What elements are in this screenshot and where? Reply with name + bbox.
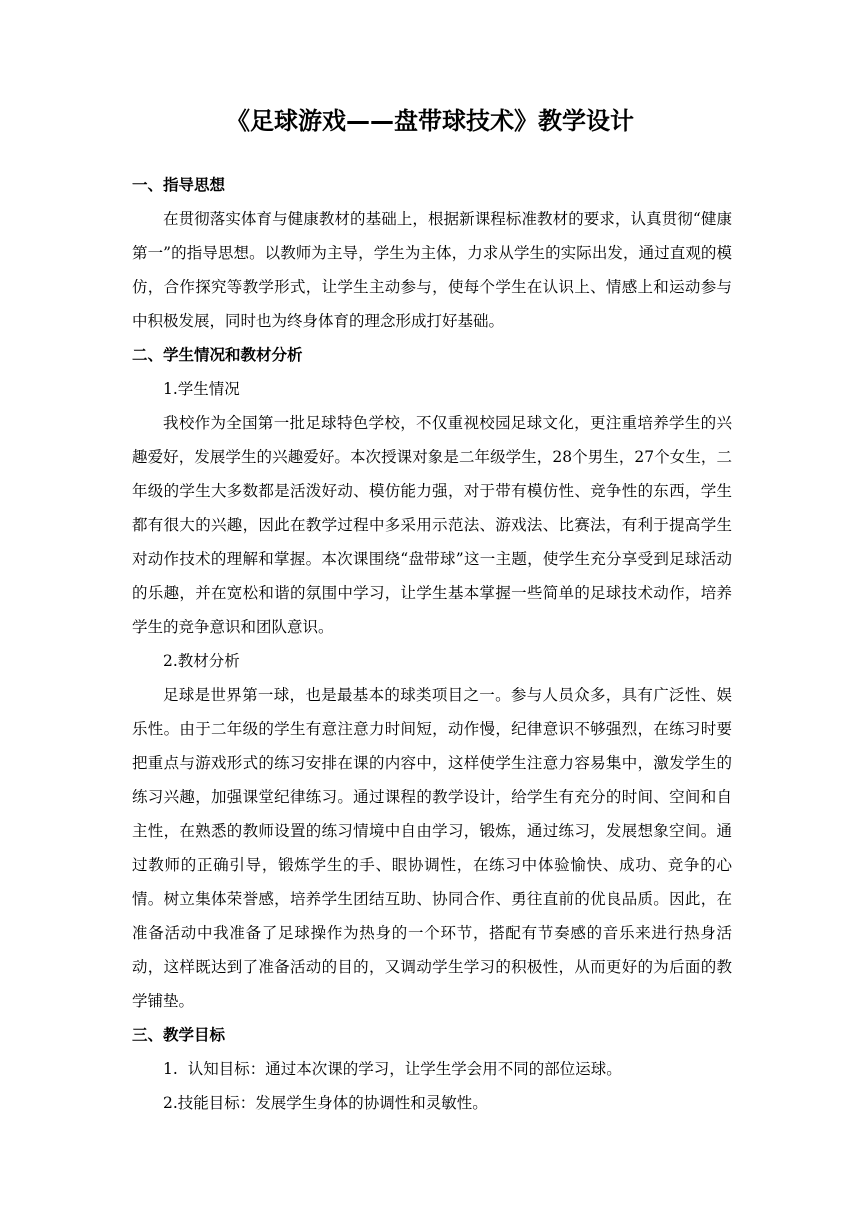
paragraph-student-situation: 我校作为全国第一批足球特色学校，不仅重视校园足球文化，更注重培养学生的兴趣爱好，发展学生的兴趣爱好。本次授课对象是二年级学生，28个男生，27个女生，二年级的学生大多数都是活泼好动、模仿能力强，对于带有模仿性、竞争性的东西，学生都有很大的兴趣，因此在教学过程中多采用示范法、游戏法、比赛法，有利于提高学生对动作技术的理解和掌握。本次课围绕“盘带球”这一主题，使学生充分享受到足球活动的乐趣，并在宽松和谐的氛围中学习，让学生基本掌握一些简单的足球技术动作，培养学生的竞争意识和团队意识。 (132, 414, 732, 636)
goal-skill: 2.技能目标：发展学生身体的协调性和灵敏性。 (163, 1094, 488, 1112)
goal-cognitive (132, 1052, 732, 1086)
section-heading-teaching-goals: 三、教学目标 (132, 1026, 226, 1044)
subheading-material-analysis: 2.教材分析 (163, 652, 240, 670)
document-title: 《足球游戏——盘带球技术》教学设计 (226, 107, 634, 135)
document-body (132, 168, 732, 1120)
goal-cognitive-text: 认知目标：通过本次课的学习，让学生学会用不同的部位运球。 (187, 1060, 622, 1078)
section-heading-student-and-material: 二、学生情况和教材分析 (132, 346, 303, 364)
paragraph-material-analysis: 足球是世界第一球，也是最基本的球类项目之一。参与人员众多，具有广泛性、娱乐性。由于二年级的学生有意注意力时间短，动作慢，纪律意识不够强烈，在练习时要把重点与游戏形式的练习安排在课的内容中，这样使学生注意力容易集中，激发学生的练习兴趣，加强课堂纪律练习。通过课程的教学设计，给学生有充分的时间、空间和自主性，在熟悉的教师设置的练习情境中自由学习，锻炼，通过练习，发展想象空间。通过教师的正确引导，锻炼学生的手、眼协调性，在练习中体验愉快、成功、竞争的心情。树立集体荣誉感，培养学生团结互助、协同合作、勇往直前的优良品质。因此，在准备活动中我准备了足球操作为热身的一个环节，搭配有节奏感的音乐来进行热身活动，这样既达到了准备活动的目的，又调动学生学习的积极性，从而更好的为后面的教学铺垫。 (132, 686, 732, 1010)
paragraph-guiding-ideology: 在贯彻落实体育与健康教材的基础上，根据新课程标准教材的要求，认真贯彻“健康第一”的指导思想。以教师为主导，学生为主体，力求从学生的实际出发，通过直观的模仿，合作探究等教学形式，让学生主动参与，使每个学生在认识上、情感上和运动参与中积极发展，同时也为终身体育的理念形成打好基础。 (132, 210, 732, 330)
goal-cognitive-number: 1. (163, 1060, 178, 1078)
section-heading-guiding-ideology: 一、指导思想 (132, 176, 226, 194)
subheading-student-situation: 1.学生情况 (163, 380, 240, 398)
